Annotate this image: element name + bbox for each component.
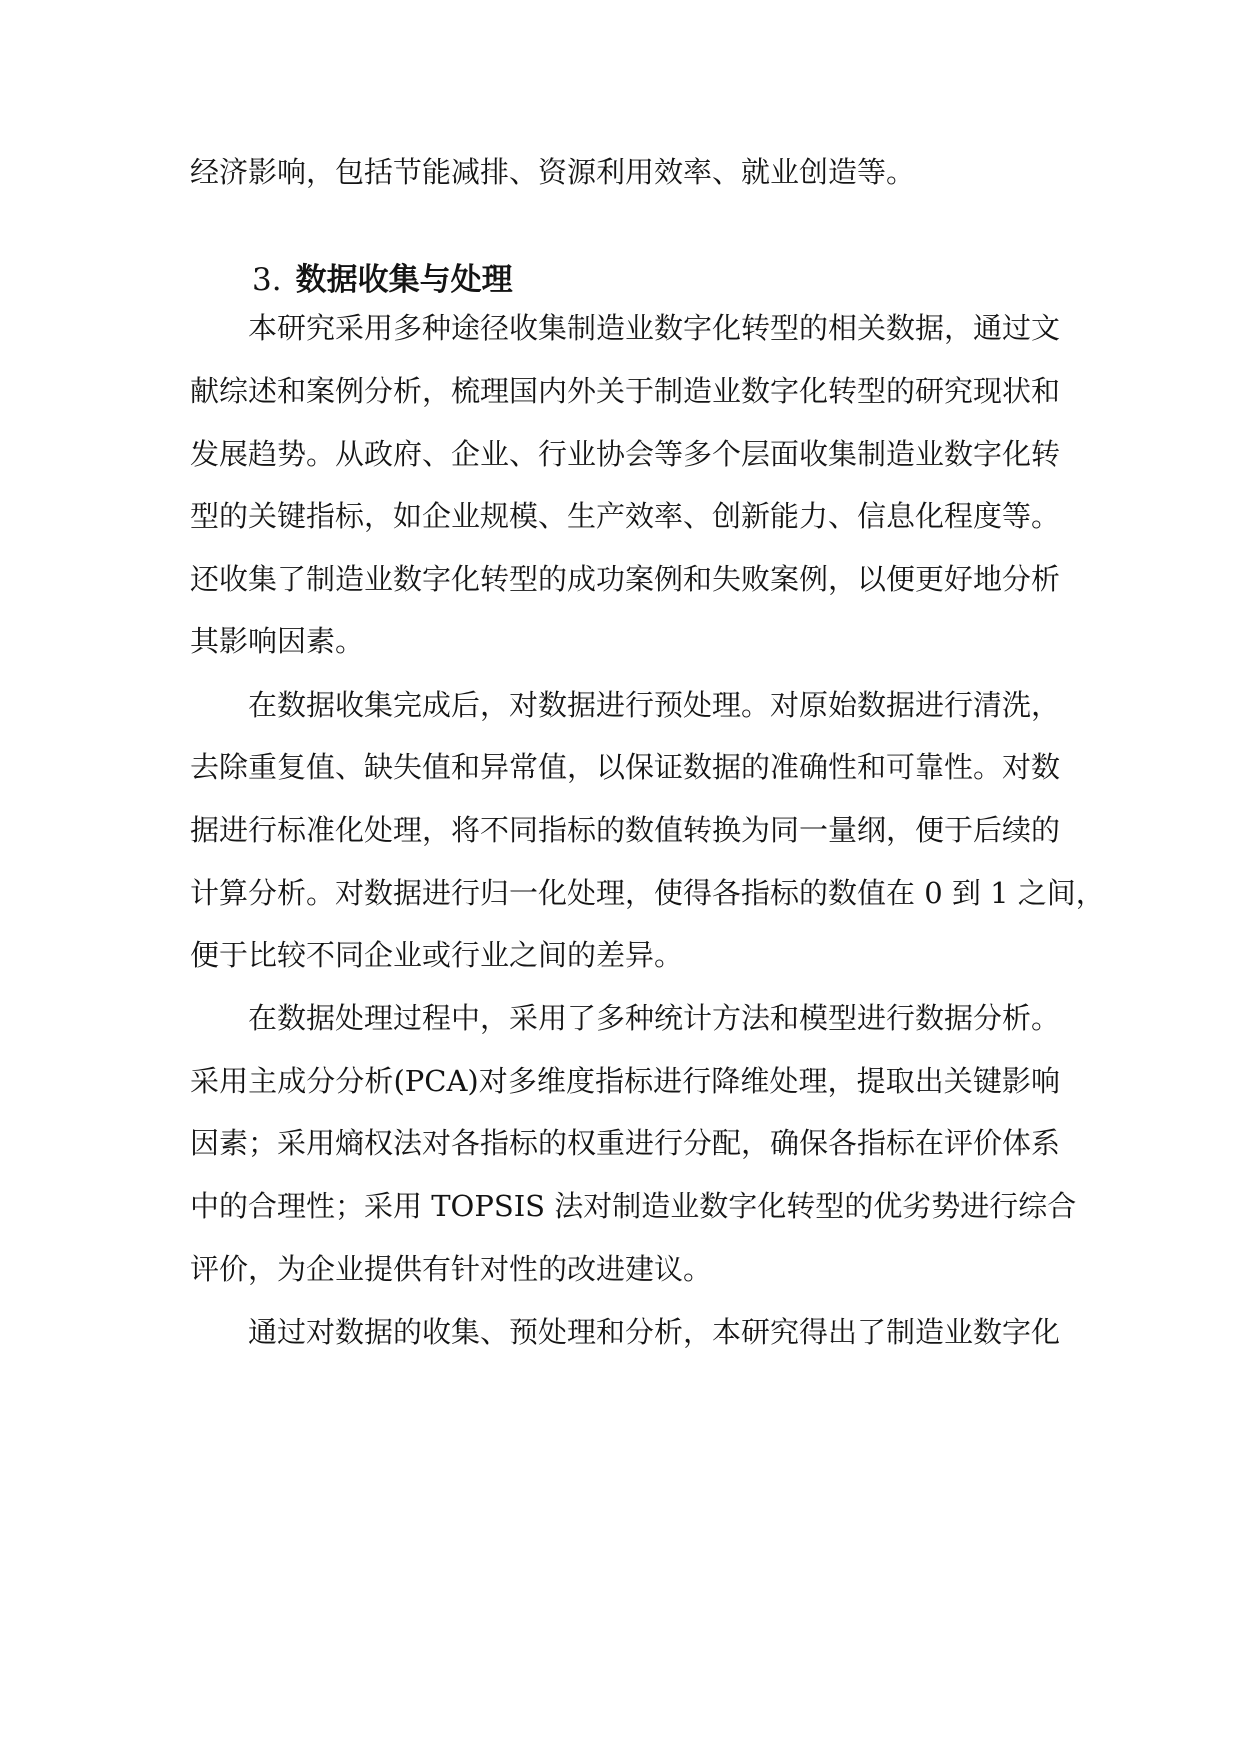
paragraph-line: 献综述和案例分析，梳理国内外关于制造业数字化转型的研究现状和 (190, 374, 1061, 408)
section-title: 数据收集与处理 (295, 262, 513, 298)
paragraph-line: 中的合理性；采用 TOPSIS 法对制造业数字化转型的优劣势进行综合 (190, 1189, 1077, 1223)
paragraph-line: 据进行标准化处理，将不同指标的数值转换为同一量纲，便于后续的 (190, 813, 1061, 847)
paragraph-line: 型的关键指标，如企业规模、生产效率、创新能力、信息化程度等。 (190, 499, 1061, 533)
paragraph-line: 计算分析。对数据进行归一化处理，使得各指标的数值在 0 到 1 之间， (190, 876, 1105, 910)
paragraph-line: 在数据收集完成后，对数据进行预处理。对原始数据进行清洗， (248, 688, 1061, 722)
paragraph-line: 本研究采用多种途径收集制造业数字化转型的相关数据，通过文 (248, 311, 1061, 345)
paragraph-line: 发展趋势。从政府、企业、行业协会等多个层面收集制造业数字化转 (190, 437, 1061, 471)
paragraph-line: 因素；采用熵权法对各指标的权重进行分配，确保各指标在评价体系 (190, 1126, 1061, 1160)
paragraph-line: 其影响因素。 (190, 624, 365, 658)
section-number: 3. (252, 262, 282, 298)
section-heading (252, 258, 513, 302)
paragraph-line: 便于比较不同企业或行业之间的差异。 (190, 938, 684, 972)
paragraph-line: 还收集了制造业数字化转型的成功案例和失败案例，以便更好地分析 (190, 562, 1061, 596)
paragraph-line: 在数据处理过程中，采用了多种统计方法和模型进行数据分析。 (248, 1001, 1061, 1035)
paragraph-line: 去除重复值、缺失值和异常值，以保证数据的准确性和可靠性。对数 (190, 750, 1061, 784)
paragraph-line: 通过对数据的收集、预处理和分析，本研究得出了制造业数字化 (248, 1315, 1061, 1349)
paragraph-line: 评价，为企业提供有针对性的改进建议。 (190, 1252, 713, 1286)
paragraph-line: 采用主成分分析(PCA)对多维度指标进行降维处理，提取出关键影响 (190, 1064, 1060, 1098)
intro-text-line: 经济影响，包括节能减排、资源利用效率、就业创造等。 (190, 155, 916, 189)
